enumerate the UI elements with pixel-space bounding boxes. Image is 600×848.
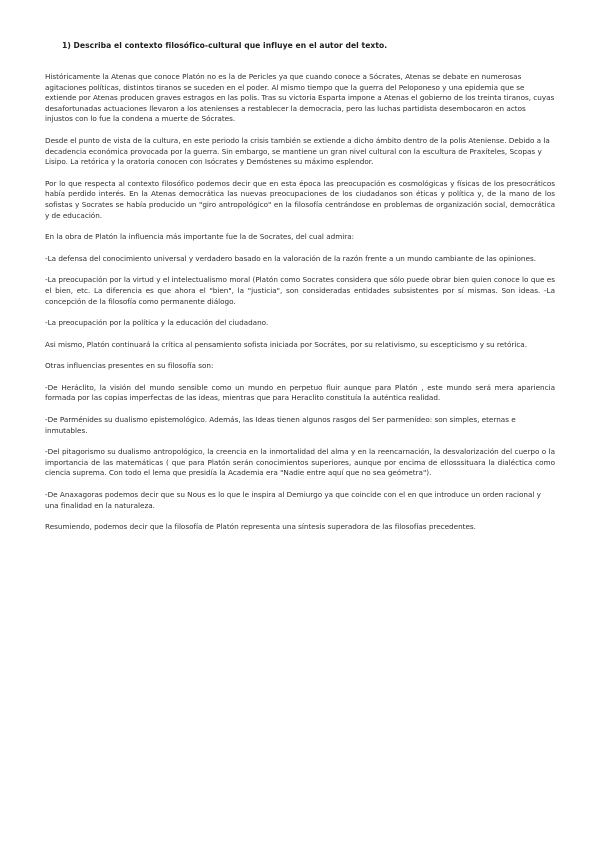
document-body xyxy=(45,72,555,544)
paragraph-parmenides: -De Parménides su dualismo epistemológico. Además, las Ideas tienen algunos rasgos del Ser parmenídeo: son simples, eternas e inmutables. xyxy=(45,415,516,435)
paragraph-pythagoreanism: -Del pitagorismo su dualismo antropológico, la creencia en la inmortalidad del alma y en la reencarnación, la desvalorización del cuerpo o la importancia de las matemáticas ( que para Platón serán conocimientos superiores, aunque por encima de ellosssituara la dialéctica como ciencia suprema. Con todo el lema que presidía la Academia era "Nadie entre aquí que no sea geómetra"). xyxy=(45,447,555,478)
paragraph-cultural-context: Desde el punto de vista de la cultura, en este periodo la crisis también se extiende a dicho ámbito dentro de la polis Ateniense. Debido a la decadencia económica provocada por la guerra. Sin embargo, se mantiene un gran nivel cultural con la escultura de Praxíteles, Scopas y Lisipo. La retórica y la oratoria conocen con Isócrates y Demóstenes su máximo esplendor. xyxy=(45,135,550,167)
paragraph-philosophical-context: Por lo que respecta al contexto filosófico podemos decir que en esta época las preocupación es cosmológicas y físicas de los presocráticos había perdido interés. En la Atenas democrática las nuevas preocupaciones de los ciudadanos son éticas y política y, de la mano de los sofistas y Socrates se había producido un "giro antropológico" en la filosofía centrándose en problemas de organización social, democrática y de educación. xyxy=(45,178,555,220)
paragraph-virtue-moral: -La preocupación por la virtud y el intelectualismo moral (Platón como Socrates considera que sólo puede obrar bien quien conoce lo que es el bien, etc. La diferencia es que ahora el "bien", la "justicia", son consideradas entidades subsistentes por sí mismas. Son ideas. -La concepción de la filosofía como permanente diálogo. xyxy=(45,275,555,306)
paragraph-summary: Resumiendo, podemos decir que la filosofía de Platón representa una síntesis superadora de las filosofías precedentes. xyxy=(45,522,476,532)
paragraph-universal-knowledge: -La defensa del conocimiento universal y verdadero basado en la valoración de la razón frente a un mundo cambiante de las opiniones. xyxy=(45,253,536,263)
paragraph-heraclitus: -De Heráclito, la visión del mundo sensible como un mundo en perpetuo fluir aunque para Platón , este mundo será mera apariencia formada por las copias imperfectas de las ideas, mientras que para Heraclito constituía la auténtica realidad. xyxy=(45,382,555,403)
paragraph-socrates-influence: En la obra de Platón la influencia más importante fue la de Socrates, del cual admira: xyxy=(45,232,355,242)
paragraph-other-influences: Otras influencias presentes en su filosofía son: xyxy=(45,361,214,371)
paragraph-sophist-critique: Asi mismo, Platón continuará la crítica al pensamiento sofista iniciada por Socrátes, por su relativismo, su escepticismo y su retórica. xyxy=(45,339,527,349)
paragraph-politics-education: -La preocupación por la política y la educación del ciudadano. xyxy=(45,318,269,328)
question-heading: 1) Describa el contexto filosófico-cultural que influye en el autor del texto. xyxy=(62,41,388,50)
paragraph-anaxagoras: -De Anaxagoras podemos decir que su Nous es lo que le inspira al Demiurgo ya que coincide con el en que introduce un orden racional y una finalidad en la naturaleza. xyxy=(45,490,541,510)
paragraph-historical-context: Históricamente la Atenas que conoce Platón no es la de Pericles ya que cuando conoce a Sócrates, Atenas se debate en numerosas agitaciones políticas, distintos tiranos se suceden en el poder. Al mismo tiempo que la guerra del Peloponeso y una epidemia que se extiende por Atenas producen graves estragos en las polis. Tras su victoria Esparta impone a Atenas el gobierno de los treinta tiranos, cuyas desafortunadas actuaciones llevaron a los atenienses a restablecer la democracia, pero las luchas partidista desembocaron en actos injustos con lo fue la condena a muerte de Sócrates. xyxy=(45,72,555,124)
